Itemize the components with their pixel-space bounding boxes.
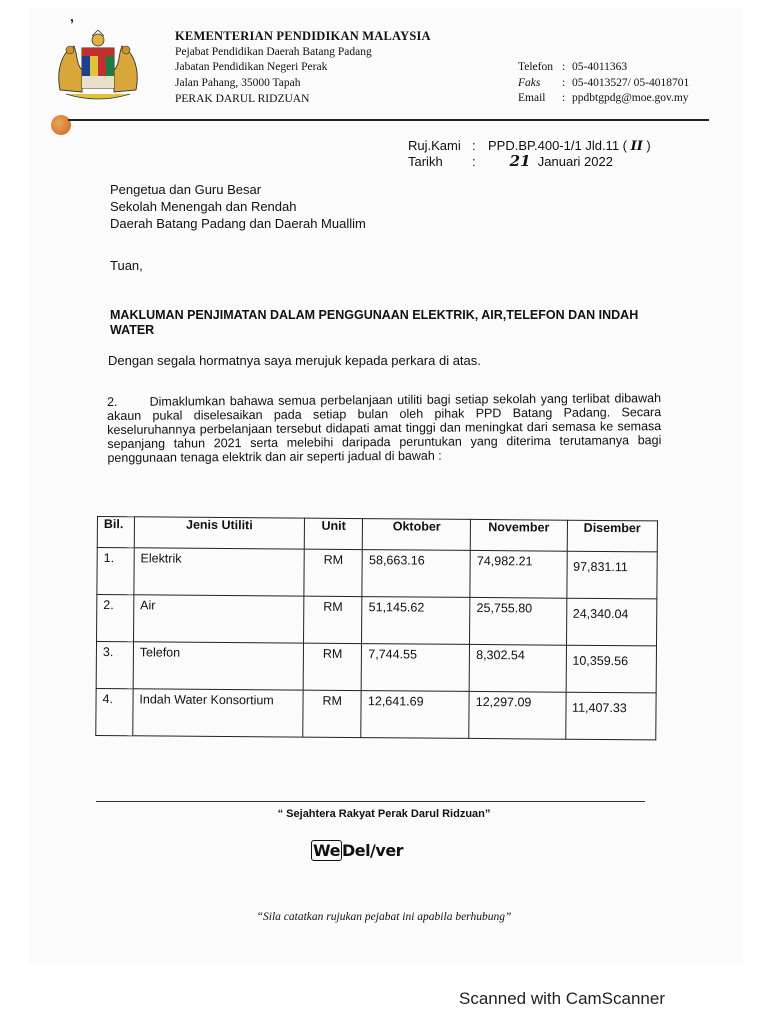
footer-divider <box>96 801 645 802</box>
scanner-watermark: Scanned with CamScanner <box>459 989 666 1008</box>
utility-table <box>95 516 658 740</box>
recipient-line: Daerah Batang Padang dan Daerah Muallim <box>110 216 366 231</box>
column-header: Disember <box>567 520 658 552</box>
table-cell: 58,663.16 <box>362 550 470 598</box>
fax-number: 05-4013527/ 05-4018701 <box>572 76 690 89</box>
handwritten-day: 21 <box>509 152 531 170</box>
table-cell: Elektrik <box>134 548 305 596</box>
opening-line: Dengan segala hormatnya saya merujuk kepada perkara di atas. <box>108 353 481 368</box>
table-cell: RM <box>303 643 362 690</box>
column-header: Jenis Utiliti <box>134 517 304 549</box>
ref-number: PPD.BP.400-1/1 Jld.11 ( <box>488 138 627 153</box>
contact-label: Email <box>518 92 546 104</box>
salutation: Tuan, <box>110 258 143 273</box>
table-cell: 10,359.56 <box>566 645 657 693</box>
table-cell: 2. <box>97 595 134 642</box>
contact-label: Telefon <box>518 61 553 73</box>
address-line: Jalan Pahang, 35000 Tapah <box>175 77 301 89</box>
table-cell: Air <box>133 595 304 643</box>
ref-close: ) <box>646 138 651 153</box>
table-row <box>96 688 656 739</box>
address-line: Jabatan Pendidikan Negeri Perak <box>175 61 328 73</box>
reference-line: Ruj.Kami : PPD.BP.400-1/1 Jld.11 ( II ) <box>408 138 651 154</box>
coat-of-arms-icon <box>52 30 144 104</box>
table-cell: 3. <box>96 642 133 689</box>
paragraph-2 <box>107 391 661 465</box>
punch-hole-dot <box>51 115 71 135</box>
table-cell: 12,641.69 <box>361 691 469 739</box>
column-header: Oktober <box>363 519 471 551</box>
table-cell: 74,982.21 <box>470 550 567 598</box>
table-cell: 51,145.62 <box>362 597 470 645</box>
table-cell: Indah Water Konsortium <box>133 689 304 737</box>
handwritten-ref: II <box>630 139 643 154</box>
ministry-name: KEMENTERIAN PENDIDIKAN MALAYSIA <box>175 29 431 43</box>
wedeliver-logo: We Del/ver <box>313 841 404 860</box>
paragraph-number: 2. <box>107 394 118 409</box>
table-row <box>97 548 657 599</box>
letter-subject: MAKLUMAN PENJIMATAN DALAM PENGGUNAAN ELEKTRIK, AIR,TELEFON DAN INDAH WATER <box>110 308 639 337</box>
contact-label: Faks <box>518 76 541 89</box>
contact-block: Telefon : 05-4011363 Faks : 05-4013527/ 05-4018701 Email : ppdbtgpdg@moe.gov.my <box>518 60 689 107</box>
table-header-row <box>97 517 657 552</box>
recipient-line: Sekolah Menengah dan Rendah <box>110 199 297 214</box>
table-row <box>97 595 657 646</box>
column-header: November <box>470 519 567 551</box>
table-cell: RM <box>304 596 363 643</box>
email-address: ppdbtgpdg@moe.gov.my <box>572 92 689 104</box>
table-cell: 12,297.09 <box>469 691 566 739</box>
table-cell: 8,302.54 <box>469 644 566 692</box>
recipient-line: Pengetua dan Guru Besar <box>110 182 262 197</box>
table-cell: Telefon <box>133 642 304 690</box>
motto: “ Sejahtera Rakyat Perak Darul Ridzuan” <box>277 808 491 820</box>
table-cell: 1. <box>97 548 134 595</box>
recipient-block <box>110 181 366 232</box>
ref-label: Ruj.Kami <box>408 138 461 153</box>
header-divider <box>68 119 709 121</box>
table-row <box>96 642 656 693</box>
table-cell: 24,340.04 <box>566 598 657 646</box>
table-cell: RM <box>304 549 363 596</box>
date-value: Januari 2022 <box>537 154 613 169</box>
address-line: PERAK DARUL RIDZUAN <box>175 93 310 105</box>
corner-mark: ‚ <box>70 8 74 24</box>
table-cell: 11,407.33 <box>565 692 656 740</box>
column-header: Unit <box>304 518 363 549</box>
address-line: Pejabat Pendidikan Daerah Batang Padang <box>175 46 372 58</box>
table-cell: RM <box>303 690 362 737</box>
table-cell: 25,755.80 <box>470 597 567 645</box>
phone-number: 05-4011363 <box>572 61 628 73</box>
column-header: Bil. <box>97 517 134 548</box>
table-cell: 4. <box>96 688 133 735</box>
date-label: Tarikh <box>408 154 443 169</box>
table-cell: 97,831.11 <box>566 551 657 599</box>
paragraph-text: Dimaklumkan bahawa semua perbelanjaan utiliti bagi setiap sekolah yang terlibat dibawah akaun pukal diselesaikan pada setiap bulan oleh pihak PPD Batang Padang. Secara keseluruhannya perbelanjaan tersebut didapati amat tinggi dan meningkat dari semasa ke semasa sepanjang tahun 2021 serta melebihi daripada peruntukan yang diterima terutamanya bagi penggunaan tenaga elektrik dan air seperti jadual di bawah : <box>107 391 662 465</box>
table-cell: 7,744.55 <box>362 644 470 692</box>
reference-note: “Sila catatkan rujukan pejabat ini apabila berhubung” <box>256 911 512 923</box>
date-line: Tarikh : 21 Januari 2022 <box>408 152 613 170</box>
